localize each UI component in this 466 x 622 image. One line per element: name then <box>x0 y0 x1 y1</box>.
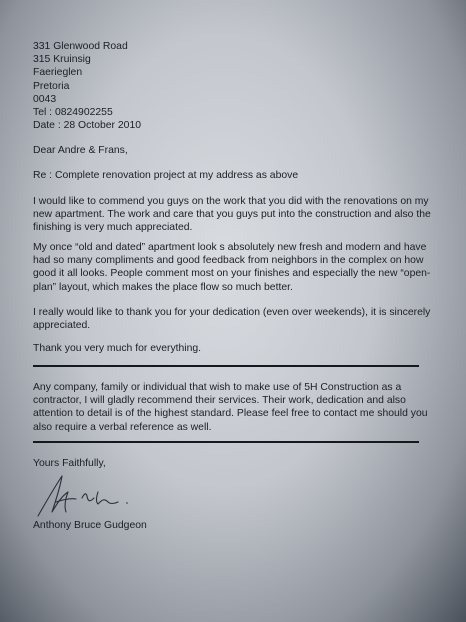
address-phone: Tel : 0824902255 <box>33 107 113 119</box>
paragraph-thanks-dedication: I really would like to thank you for your dedication (even over weekends), it is sincerely appreciated. <box>33 307 431 332</box>
address-suburb: Faerieglen <box>33 67 83 79</box>
address-street: 331 Glenwood Road <box>33 41 128 52</box>
letter-date: Date : 28 October 2010 <box>33 120 142 132</box>
handwritten-signature <box>32 472 142 522</box>
signatory-name: Anthony Bruce Gudgeon <box>33 520 147 531</box>
divider-bottom <box>33 441 419 443</box>
salutation: Dear Andre & Frans, <box>33 145 128 156</box>
paragraph-commendation: I would like to commend you guys on the work that you did with the renovations on my new apartment. The work and care that you guys put into the construction and also the finishing is very much appreciated. <box>33 196 431 234</box>
letter-header-block <box>33 40 433 132</box>
subject-line: Re : Complete renovation project at my address as above <box>33 170 299 181</box>
address-postal-code: 0043 <box>33 93 57 105</box>
paragraph-thank-you: Thank you very much for everything. <box>33 343 202 354</box>
paragraph-compliments: My once “old and dated” apartment look s absolutely new fresh and modern and have had so many compliments and good feedback from neighbors in the complex on how good it all looks. People comment most on your finishes and especially the new “open-plan” layout, which makes the place flow so much better. <box>33 242 431 293</box>
closing-line: Yours Faithfully, <box>33 458 106 469</box>
recommendation-paragraph: Any company, family or individual that wish to make use of 5H Construction as a contractor, I will gladly recommend their services. Their work, dedication and also attention to detail is of the highest standard. Please feel free to contact me should you also require a verbal reference as well. <box>33 382 428 433</box>
sender-address <box>33 40 433 132</box>
address-city: Pretoria <box>33 80 70 92</box>
address-line2: 315 Kruinsig <box>33 54 91 66</box>
divider-top <box>33 365 419 367</box>
